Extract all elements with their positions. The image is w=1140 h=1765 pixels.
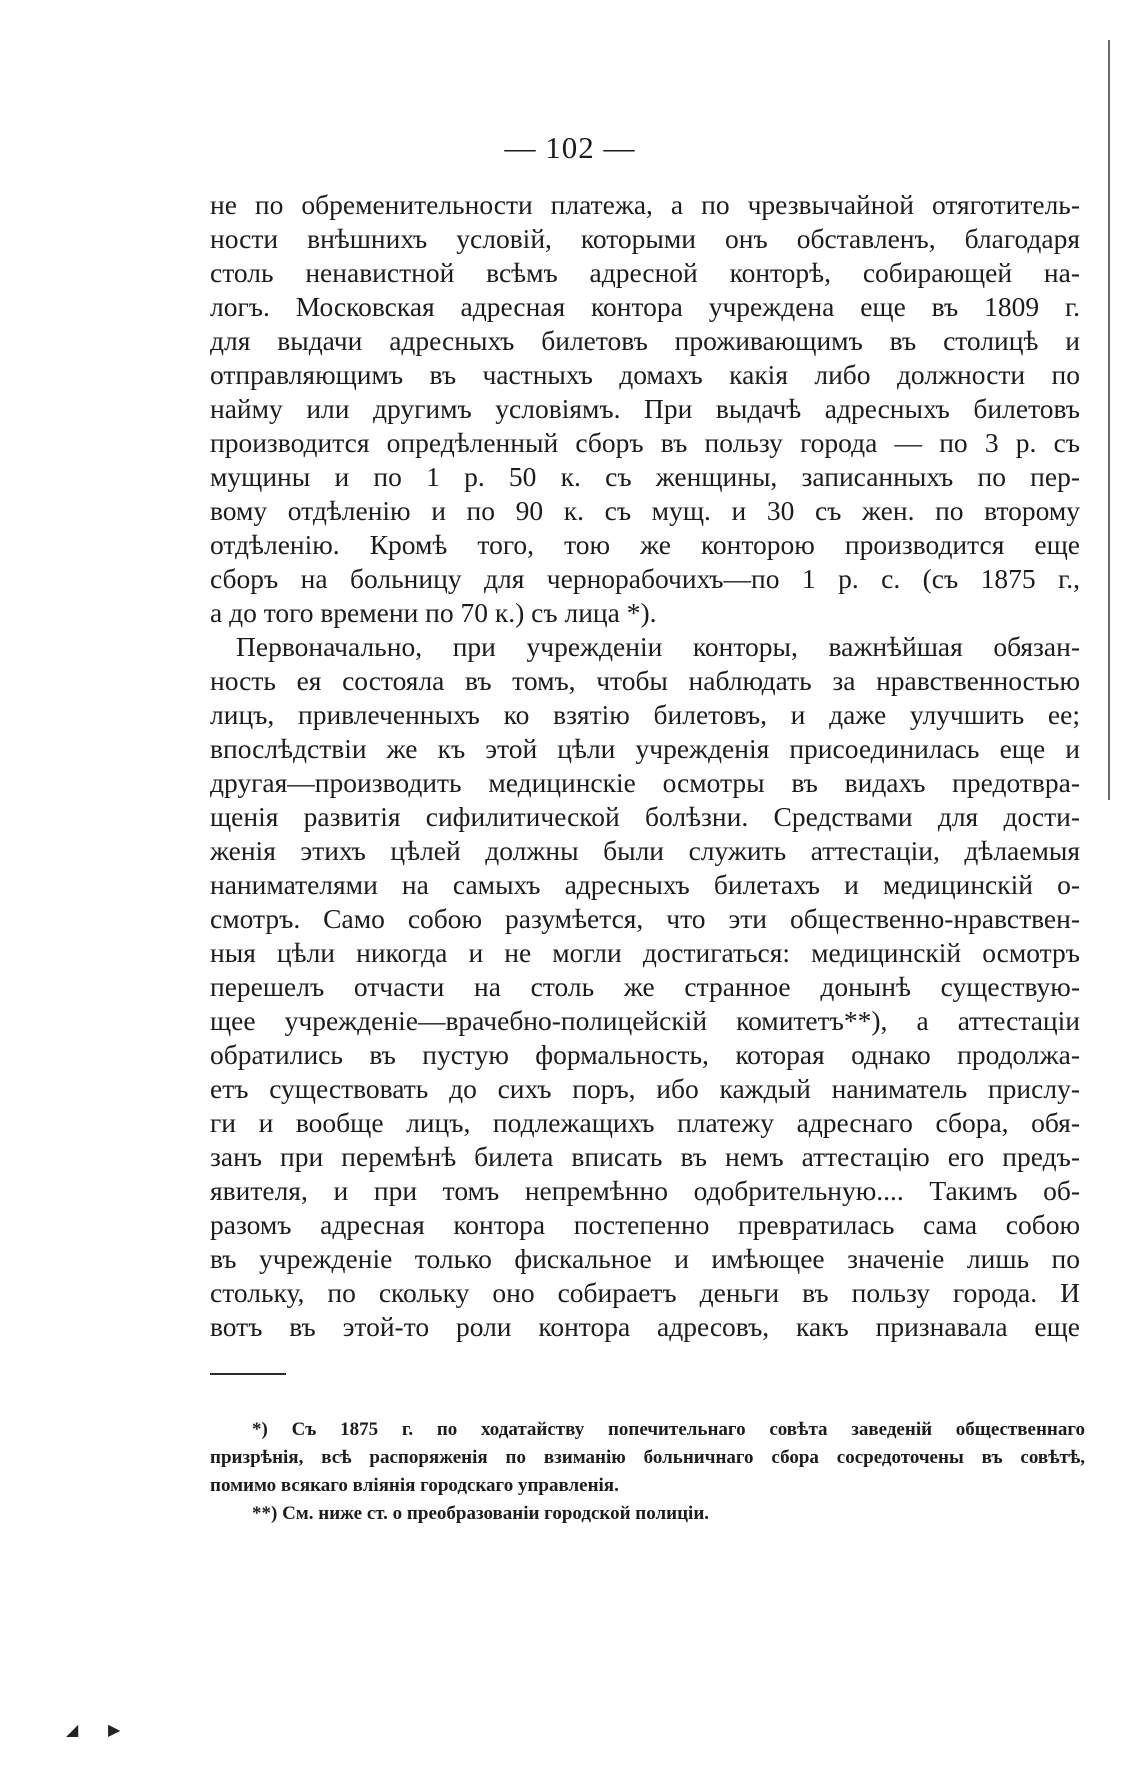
text-line: отправляющимъ въ частныхъ домахъ какія либо должности по [210, 359, 1080, 390]
footnote-line: призрѣнія, всѣ распоряженія по взиманію больничнаго сбора сосредоточены въ совѣтѣ, [210, 1447, 1085, 1468]
text-line: обратились въ пустую формальность, которая однако продолжа- [210, 1039, 1080, 1070]
text-line: въ учрежденіе только фискальное и имѣющее значеніе лишь по [210, 1243, 1080, 1274]
footnote-line: помимо всякаго вліянія городскаго управленія. [210, 1475, 619, 1496]
text-line: другая—производить медицинскіе осмотры въ видахъ предотвра- [210, 767, 1080, 798]
footnote-line: **) См. ниже ст. о преобразованіи городской полиціи. [252, 1503, 710, 1524]
text-line: столь ненавистной всѣмъ адресной конторѣ, собирающей на- [210, 257, 1080, 288]
margin-mark: ◢ [66, 1722, 79, 1739]
text-line: етъ существовать до сихъ поръ, ибо каждый наниматель прислу- [210, 1073, 1080, 1104]
text-line: вому отдѣленію и по 90 к. съ мущ. и 30 съ жен. по второму [210, 495, 1080, 526]
text-line: впослѣдствіи же къ этой цѣли учрежденія присоединилась еще и [210, 733, 1080, 764]
text-line: логъ. Московская адресная контора учреждена еще въ 1809 г. [210, 291, 1080, 322]
footnote-line: *) Съ 1875 г. по ходатайству попечительнаго совѣта заведеній общественнаго [252, 1419, 1085, 1440]
text-line: найму или другимъ условіямъ. При выдачѣ адресныхъ билетовъ [210, 393, 1080, 424]
text-line: сборъ на больницу для чернорабочихъ—по 1 р. с. (съ 1875 г., [210, 563, 1080, 594]
margin-mark: ▶ [108, 1722, 121, 1739]
footnote-separator [210, 1373, 286, 1375]
text-line: вотъ въ этой-то роли контора адресовъ, какъ признавала еще [210, 1311, 1080, 1342]
footnotes-block [210, 1416, 1085, 1528]
text-line: ныя цѣли никогда и не могли достигаться: медицинскій осмотръ [210, 937, 1080, 968]
text-line: явителя, и при томъ непремѣнно одобрительную.... Такимъ об- [210, 1175, 1080, 1206]
text-line: щее учрежденіе—врачебно-полицейскій комитетъ**), а аттестаціи [210, 1005, 1080, 1036]
text-line: женія этихъ цѣлей должны были служить аттестаціи, дѣлаемыя [210, 835, 1080, 866]
text-line: не по обременительности платежа, а по чрезвычайной отяготитель- [210, 189, 1080, 220]
text-line: отдѣленію. Кромѣ того, тою же конторою производится еще [210, 529, 1080, 560]
main-text-block [210, 188, 1080, 1344]
text-line: нанимателями на самыхъ адресныхъ билетахъ и медицинскій о- [210, 869, 1080, 900]
text-line: ность ея состояла въ томъ, чтобы наблюдать за нравственностью [210, 665, 1080, 696]
text-line: ности внѣшнихъ условій, которыми онъ обставленъ, благодаря [210, 223, 1080, 254]
text-line: перешелъ отчасти на столь же странное донынѣ существую- [210, 971, 1080, 1002]
text-line: ги и вообще лицъ, подлежащихъ платежу адреснаго сбора, обя- [210, 1107, 1080, 1138]
text-line: стольку, по скольку оно собираетъ деньги въ пользу города. И [210, 1277, 1080, 1308]
text-line: Первоначально, при учрежденіи конторы, важнѣйшая обязан- [236, 631, 1080, 662]
text-line: занъ при перемѣнѣ билета вписать въ немъ аттестацію его предъ- [210, 1141, 1080, 1172]
text-line: смотръ. Само собою разумѣется, что эти общественно-нравствен- [210, 903, 1080, 934]
text-line: щенія развитія сифилитической болѣзни. Средствами для дости- [210, 801, 1080, 832]
text-line: производится опредѣленный сборъ въ пользу города — по 3 р. съ [210, 427, 1080, 458]
text-line: а до того времени по 70 к.) съ лица *). [210, 597, 657, 628]
text-line: лицъ, привлеченныхъ ко взятію билетовъ, и даже улучшить ее; [210, 699, 1080, 730]
page-number: — 102 — [504, 130, 636, 165]
text-line: разомъ адресная контора постепенно превратилась сама собою [210, 1209, 1080, 1240]
text-line: для выдачи адресныхъ билетовъ проживающимъ въ столицѣ и [210, 325, 1080, 356]
text-line: мущины и по 1 р. 50 к. съ женщины, записанныхъ по пер- [210, 461, 1080, 492]
